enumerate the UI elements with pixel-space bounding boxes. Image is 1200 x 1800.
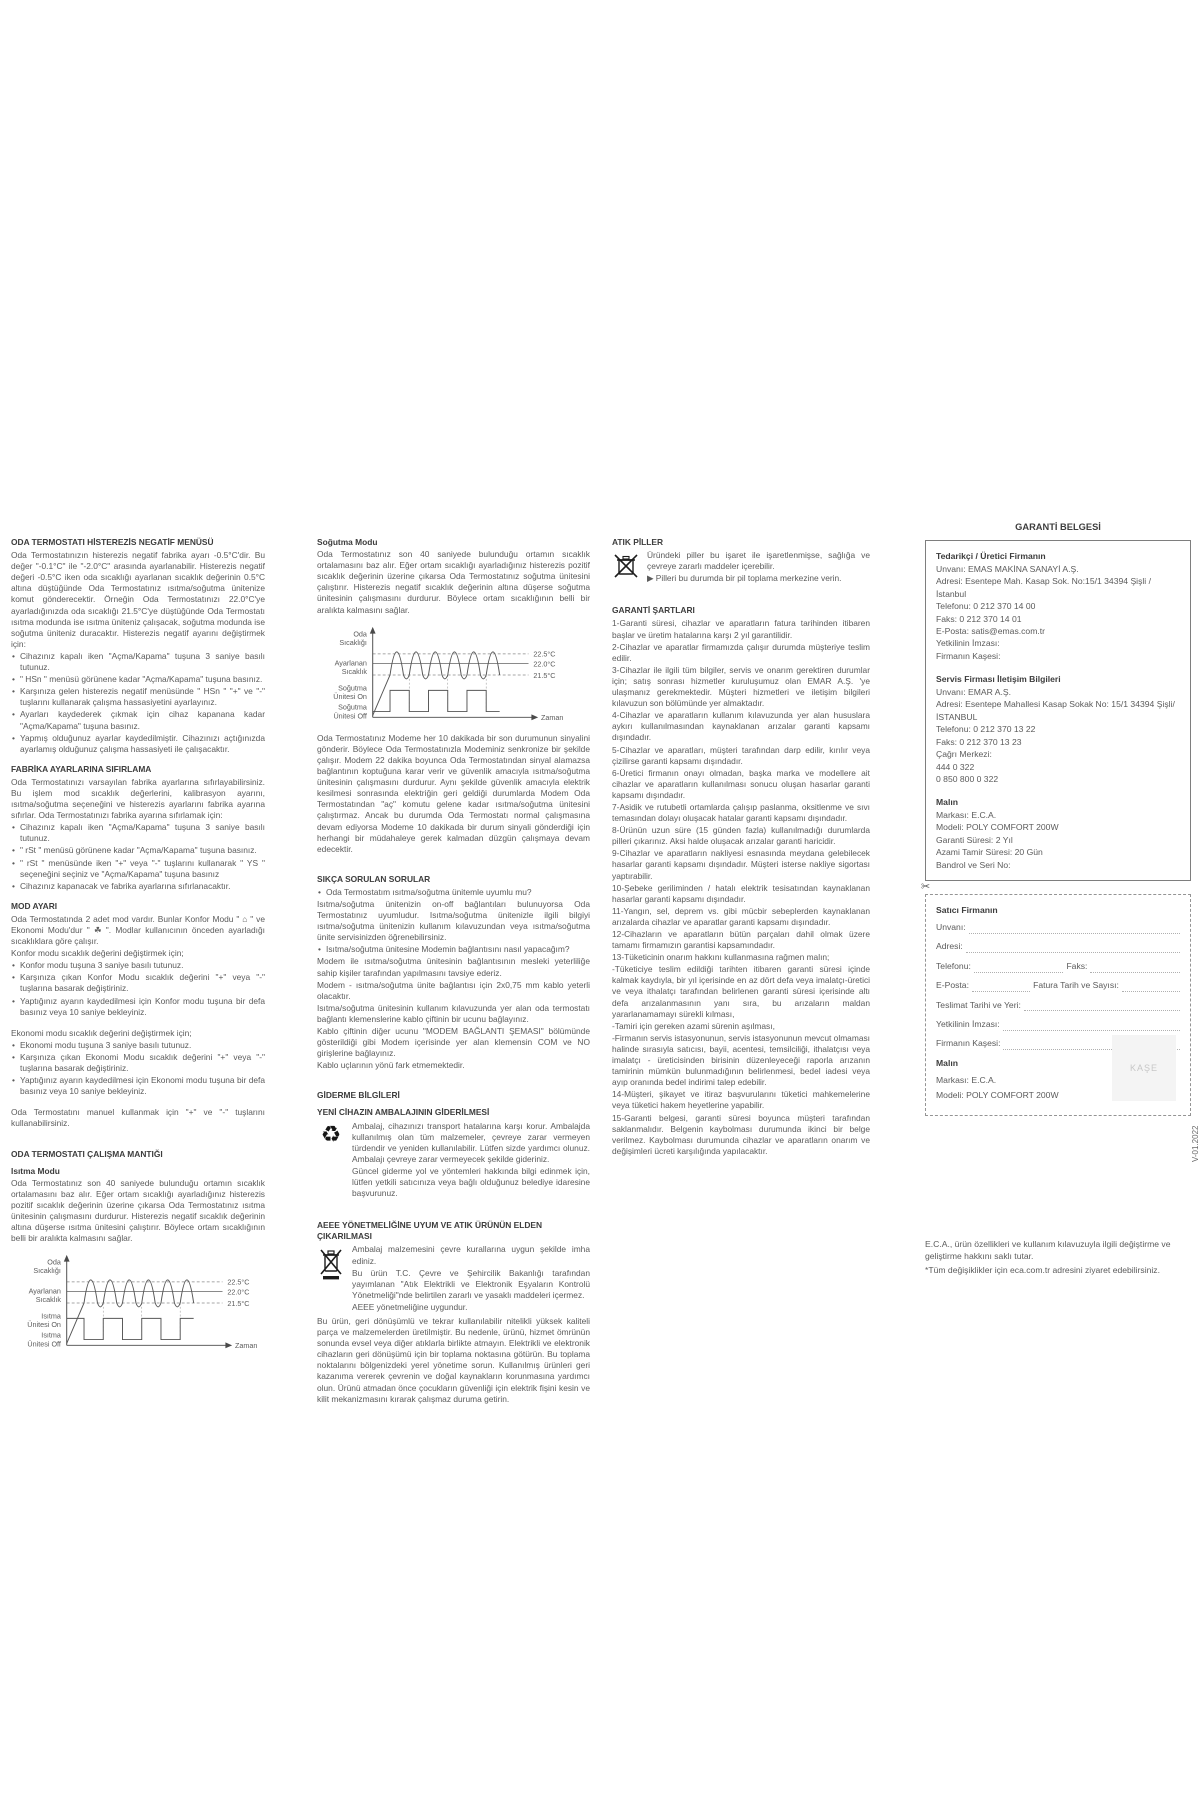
- diagram-temp-label: 22.0°C: [533, 658, 556, 668]
- section-heading: GİDERME BİLGİLERİ: [317, 1090, 400, 1101]
- bullet-item: • Yaptığınız ayarın kaydedilmesi için Ekonomi modu tuşuna bir defa basınız veya 10 saniye bekleyiniz.: [11, 1075, 265, 1097]
- battery-disposal-icon: [612, 550, 640, 585]
- section-heading: SIKÇA SORULAN SORULAR: [317, 873, 431, 884]
- dealer-heading: Satıcı Firmanın: [936, 905, 998, 916]
- paragraph: 5-Cihazlar ve aparatları, müşteri tarafından darp edilir, kırılır veya çizilirse garanti kapsamı dışındadır.: [612, 744, 870, 766]
- group-heading: Tedarikçi / Üretici Firmanın: [936, 551, 1046, 562]
- footer-line: *Tüm değişiklikler için eca.com.tr adresini ziyaret edebilirsiniz.: [925, 1265, 1160, 1276]
- info-line: Modeli: POLY COMFORT 200W: [936, 1089, 1059, 1100]
- diagram-label: Oda: [353, 629, 367, 639]
- form-row: [936, 940, 1180, 953]
- group-heading: Servis Firması İletişim Bilgileri: [936, 674, 1061, 685]
- form-label: Firmanın Kaşesi:: [936, 1038, 1001, 1049]
- info-line: Bandrol ve Seri No:: [936, 859, 1011, 870]
- diagram-temp-label: 21.5°C: [227, 1299, 250, 1309]
- form-row: [936, 921, 1180, 934]
- info-line: Telefonu: 0 212 370 13 22: [936, 724, 1036, 735]
- bullet-item: • " HSn " menüsü görünene kadar "Açma/Kapama" tuşuna basınız.: [11, 674, 265, 685]
- diagram-label: Isıtma: [41, 1330, 61, 1340]
- paragraph: 12-Cihazların ve aparatların bütün parçaları dahil olmak üzere tamamı firmamızın garantisi kapsamındadır.: [612, 929, 870, 951]
- paragraph: AEEE yönetmeliğine uygundur.: [352, 1301, 468, 1312]
- column-content: [11, 537, 265, 1358]
- diagram-label: Ünitesi On: [333, 691, 367, 701]
- paragraph: Oda Termostatınız Modeme her 10 dakikada bir son durumunun sinyalini gönderir. Böylece Oda Termostatınızla Modeminiz senkronize bir şekilde çalışır. Modem 22 dakika boyunca Oda Termostatından sinyal alamazsa bağlantının koptuğuna karar verir ve güvenlik amacıyla ısıtma/soğutma ünitesinin çalışmasını durdurur. Aynı şekilde güvenlik amacıyla elektrik kesilmesi sonrasında elektriğin geri geldiği durumlarda Modem Oda Termostatından "aç" komutu gelene kadar ısıtma/soğutma ünitesini çalıştırmaz. Ancak bu durumda Oda Termostatı normal çalışmasına devam ediyorsa Modeme 10 dakikada bir durum sinyali gönderdiği için herhangi bir müdahaleye gerek kalmadan düzgün çalışmaya devam edecektir.: [317, 732, 590, 854]
- diagram-temp-label: 21.5°C: [533, 670, 556, 680]
- diagram-label: Sıcaklığı: [33, 1266, 61, 1276]
- form-label: Fatura Tarih ve Sayısı:: [1033, 980, 1119, 991]
- paragraph: 15-Garanti belgesi, garanti süresi boyunca müşteri tarafından saklanmalıdır. Belgenin kaybolması durumunda ikinci bir belge verilmez. Kaybolması durumunda cihazlar ve aparatların onarım ve değişimleri ücreti karşılığında yapılacaktır.: [612, 1112, 870, 1156]
- info-line: Markası: E.C.A.: [936, 809, 997, 820]
- paragraph: 13-Tüketicinin onarım hakkını kullanmasına rağmen malın;: [612, 952, 830, 963]
- paragraph: Modem - ısıtma/soğutma ünite bağlantısı için 2x0,75 mm kablo yeterli olacaktır.: [317, 979, 590, 1001]
- paragraph: Kablo çiftinin diğer ucunu "MODEM BAĞLANTI ŞEMASI" bölümünde gösterildiği gibi Modem içerisinde yer alan klemensin COM ve NO girişlerine bağlayınız.: [317, 1026, 590, 1059]
- paragraph: Ambalaj, cihazınızı transport hatalarına karşı korur. Ambalajda kullanılmış olan tüm malzemeler, çevreye zarar vermeyen türdendir ve yeniden kullanılabilir. Lütfen sizde yardımcı olunuz. Ambalajı çevreye zarar vermeyecek şekilde gideriniz.: [352, 1120, 590, 1164]
- info-line: Modeli: POLY COMFORT 200W: [936, 822, 1059, 833]
- info-line: Adresi: Esentepe Mahallesi Kasap Sokak No: 15/1 34394 Şişli/İSTANBUL: [936, 699, 1175, 722]
- info-line: 0 850 800 0 322: [936, 773, 999, 784]
- supplier-info-group: [936, 550, 1180, 662]
- dotted-leader: [1024, 1002, 1180, 1011]
- spacer: [11, 1019, 265, 1028]
- bullet-item: • Karşınıza gelen histerezis negatif menüsünde " HSn " "+" ve "-" tuşlarını kullanarak çalışma hassasiyetini ayarlayınız.: [11, 686, 265, 708]
- dotted-leader: [972, 983, 1030, 992]
- paragraph: Bu ürün T.C. Çevre ve Şehircilik Bakanlığı tarafından yayımlanan "Atık Elektrikli ve Elektronik Eşyaların Kontrolü Yönetmeliği"nde belirtilen zararlı ve yasaklı maddeleri içermez.: [352, 1267, 590, 1300]
- info-line: Garanti Süresi: 2 Yıl: [936, 834, 1013, 845]
- group-lines: [936, 686, 1180, 786]
- info-line: Markası: E.C.A.: [936, 1074, 997, 1085]
- paragraph: Ekonomi modu sıcaklık değerini değiştirmek için;: [11, 1027, 192, 1038]
- info-line: Unvanı: EMAS MAKİNA SANAYİ A.Ş.: [936, 563, 1079, 574]
- paragraph: Ambalaj malzemesini çevre kurallarına uygun şekilde imha ediniz.: [352, 1244, 590, 1266]
- paragraph: ▶ Pilleri bu durumda bir pil toplama merkezine verin.: [647, 573, 842, 584]
- sub-heading: Soğutma Modu: [317, 537, 378, 547]
- bullet-item: • Isıtma/soğutma ünitesine Modemin bağlantısını nasıl yapacağım?: [317, 944, 590, 955]
- diagram-label: Ayarlanan: [28, 1286, 61, 1296]
- column-warranty-terms: [612, 537, 870, 1158]
- dotted-leader: [1090, 964, 1180, 973]
- section-heading: GARANTİ ŞARTLARI: [612, 605, 695, 616]
- dotted-leader: [966, 944, 1180, 953]
- icon-paragraph: [317, 1121, 590, 1201]
- stamp-placeholder: KAŞE: [1112, 1035, 1176, 1101]
- cooling-diagram-svg: [315, 623, 567, 727]
- product-info-group: [936, 796, 1180, 871]
- paragraph: 11-Yangın, sel, deprem vs. gibi mücbir sebeplerden kaynaklanan arızalarda cihazlar ve aparatlar garanti kapsamı dışındadır.: [612, 905, 870, 927]
- recycle-icon: ♻: [320, 1121, 342, 1148]
- diagram-label: Sıcaklığı: [339, 637, 367, 647]
- section-heading: FABRİKA AYARLARINA SIFIRLAMA: [11, 763, 152, 774]
- paragraph: Oda Termostatınız son 40 saniyede bulunduğu ortamın sıcaklık ortalamasını baz alır. Eğer ortam sıcaklığı ayarladığınız histerezis pozitif sıcaklık değerinin üzerine çıkarsa Oda Termostatınız soğutma ünitesini çalıştırır. Histerezis negatif sıcaklık değerinin altına düşerse soğutma ünitesinin çalışmasını durdurur. Böylece ortam sıcaklığının belli bir aralıkta kalmasını sağlar.: [317, 549, 590, 615]
- form-label: E-Posta:: [936, 980, 969, 991]
- dealer-form-box: [925, 894, 1191, 1116]
- paragraph: Oda Termostatınızı varsayılan fabrika ayarlarına sıfırlayabilirsiniz. Bu işlem mod sıcaklık değerlerini, kalibrasyon ayarını, ısıtma/soğutma seçeneğini ve histerezis ayarlarını fabrika ayarına sıfırlar. Oda Termostatınızı fabrika ayarına sıfırlamak için:: [11, 776, 265, 821]
- paragraph: Güncel giderme yol ve yöntemleri hakkında bilgi edinmek için, lütfen yetkili satıcınıza veya bağlı olduğunuz belediye idaresine başvurunuz.: [352, 1165, 590, 1199]
- info-line: E-Posta: satis@emas.com.tr: [936, 625, 1046, 636]
- bullet-item: • Cihazınız kapalı iken "Açma/Kapama" tuşuna 3 saniye basılı tutunuz.: [11, 651, 265, 673]
- group-lines: [936, 563, 1180, 663]
- bullet-item: • Cihazınız kapalı iken "Açma/Kapama" tuşuna 3 saniye basılı tutunuz.: [11, 822, 265, 844]
- spacer: [11, 1098, 265, 1107]
- form-row: [936, 960, 1180, 973]
- warranty-certificate-title: GARANTİ BELGESİ: [1015, 522, 1101, 532]
- diagram-label: Sıcaklık: [35, 1295, 61, 1305]
- form-row: [936, 979, 1180, 992]
- dotted-leader: [1122, 983, 1180, 992]
- diagram-temp-label: 22.0°C: [227, 1287, 250, 1297]
- paragraph: Isıtma/soğutma ünitenizin on-off bağlantıları bulunuyorsa Oda Termostatınız uyumludur. Isıtma/soğutma ünitenizle ilgili bilgiyi ısıtma/soğutma ünitenizin kullanım kılavuzundan veya ısıtma/soğutma ünite servisinizden öğrenebilirsiniz.: [317, 898, 590, 943]
- spacer: [317, 1072, 590, 1081]
- spacer: [612, 587, 870, 596]
- paragraph: 4-Cihazlar ve aparatların kullanım kılavuzunda yer alan hususlara aykırı kullanılmasından kaynaklanan arızalar garanti kapsamı dışındadır.: [612, 710, 870, 743]
- spacer: [317, 1202, 590, 1211]
- paragraph: Oda Termostatını manuel kullanmak için "+" ve "-" tuşlarını kullanabilirsiniz.: [11, 1107, 265, 1129]
- bullet-item: • Karşınıza çıkan Konfor Modu sıcaklık değerini "+" veya "-" tuşlarına basarak değiştiriniz.: [11, 972, 265, 994]
- spacer: [317, 856, 590, 865]
- paragraph: -Tamiri için gereken azami sürenin aşılması,: [612, 1020, 775, 1031]
- diagram-x-axis-label: Zaman: [541, 712, 564, 722]
- heating-mode-diagram: [9, 1251, 265, 1358]
- bullet-item: • Karşınıza çıkan Ekonomi Modu sıcaklık değerini "+" veya "-" tuşlarına basarak değiştiriniz.: [11, 1052, 265, 1074]
- paragraph: Kablo uçlarının yönü fark etmemektedir.: [317, 1060, 465, 1071]
- form-label: Teslimat Tarihi ve Yeri:: [936, 999, 1021, 1010]
- paragraph: 3-Cihazlar ile ilgili tüm bilgiler, servis ve onarım gerektiren durumlar için; satış sonrası hizmetler kuruluşumuz olan EMAR A.Ş. 'ye ulaşmanız gerekmektedir. Müşteri hizmetleri ve iletişim bilgileri kılavuzun son bölümünde yer almaktadır.: [612, 664, 870, 709]
- diagram-label: Isıtma: [41, 1311, 61, 1321]
- diagram-label: Oda: [47, 1257, 61, 1267]
- sub-heading: YENİ CİHAZIN AMBALAJININ GİDERİLMESİ: [317, 1107, 490, 1118]
- diagram-temp-label: 22.5°C: [227, 1277, 250, 1287]
- section-heading: ODA TERMOSTATI ÇALIŞMA MANTIĞI: [11, 1148, 163, 1159]
- warranty-certificate-box: [925, 540, 1191, 881]
- info-line: Unvanı: EMAR A.Ş.: [936, 686, 1011, 697]
- column-thermostat-settings: [11, 537, 265, 1361]
- info-line: Faks: 0 212 370 13 23: [936, 736, 1022, 747]
- paragraph: 7-Asidik ve rutubetli ortamlarda çalışıp paslanma, oksitlenme ve sıvı temasından dolayı oluşacak hatalar garanti kapsamı dışındadır.: [612, 801, 870, 824]
- form-label: Telefonu:: [936, 960, 971, 971]
- column-cooling-faq-disposal: [317, 537, 590, 1406]
- info-line: 444 0 322: [936, 761, 975, 772]
- info-line: Faks: 0 212 370 14 01: [936, 613, 1022, 624]
- column-warranty-certificate: [921, 521, 1191, 1116]
- bullet-item: • Cihazınız kapanacak ve fabrika ayarlarına sıfırlanacaktır.: [11, 881, 265, 892]
- bullet-item: • Yapmış olduğunuz ayarlar kaydedilmiştir. Cihazınızı açtığınızda ayarlamış olduğunuz çalışma hassasiyeti ile çalışacaktır.: [11, 733, 265, 755]
- paragraph: Oda Termostatında 2 adet mod vardır. Bunlar Konfor Modu " ⌂ " ve Ekonomi Modu'dur " ☘ ". Modlar kullanıcının önceden ayarladığı sıcaklıklara göre çalışır.: [11, 913, 265, 947]
- section-heading: AEEE YÖNETMELİĞİNE UYUM VE ATIK ÜRÜNÜN ELDEN ÇIKARILMASI: [317, 1220, 543, 1242]
- info-line: Firmanın Kaşesi:: [936, 650, 1001, 661]
- version-label: V-01.2022: [1191, 1125, 1200, 1162]
- info-line: Azami Tamir Süresi: 20 Gün: [936, 847, 1043, 858]
- info-line: Adresi: Esentepe Mah. Kasap Sok. No:15/1 34394 Şişli / İstanbul: [936, 576, 1151, 599]
- paragraph: Modem ile ısıtma/soğutma ünitesinin bağlantısının mesleki yeterliliğe sahip kişiler tarafından yapılmasını tavsiye ederiz.: [317, 956, 590, 978]
- paragraph: -Firmanın servis istasyonunun, servis istasyonunun mevcut olmaması halinde sırasıyla satıcısı, bayii, acentesi, temsilciliği, ithalatçısı veya imalatçı - üreticisinden birisinin düzenleyeceği raporla arızanın tamirinin mümkün bulunmadığının belirlenmesi, bedel iadesi veya ayıp oranında bedel indirimi talep edebilir.: [612, 1032, 870, 1088]
- footer-line: E.C.A., ürün özellikleri ve kullanım kılavuzuyla ilgili değiştirme ve geliştirme hakkını saklı tutar.: [925, 1239, 1171, 1262]
- paragraph: 9-Cihazlar ve aparatların nakliyesi esnasında meydana gelebilecek hasarlar garanti kapsamı dışındadır. Müşteri isterse nakliye sigortası yaptırabilir.: [612, 848, 870, 881]
- icon-paragraph: [612, 550, 870, 585]
- bullet-item: • " rSt " menüsü görünene kadar "Açma/Kapama" tuşuna basınız.: [11, 845, 265, 856]
- diagram-label: Soğutma: [338, 683, 367, 693]
- dotted-leader: [969, 925, 1180, 934]
- paragraph: 6-Üretici firmanın onayı olmadan, başka marka ve modellere ait cihazlar ve aparatların kullanılması sonucu oluşan hasarlar garanti kapsamı dışındadır.: [612, 767, 870, 800]
- dealer-form-rows: [936, 921, 1180, 1050]
- diagram-label: Ünitesi Off: [333, 710, 367, 720]
- diagram-x-axis-label: Zaman: [235, 1341, 258, 1351]
- group-lines: [936, 809, 1180, 871]
- diagram-label: Ünitesi On: [27, 1320, 61, 1330]
- bullet-item: • Yaptığınız ayarın kaydedilmesi için Konfor modu tuşuna bir defa basınız veya 10 saniye bekleyiniz.: [11, 996, 265, 1018]
- paragraph: Oda Termostatınızın histerezis negatif fabrika ayarı -0.5°C'dir. Bu değer "-0.1°C" ile "-2.0°C" arasında ayarlanabilir. Histerezis negatif değeri -0.5°C iken oda sıcaklığı ayarlanan sıcaklık değerinin 0.5°C altına düştüğünde Oda Termostatınız ısıtma/soğutma ünitenize komut gönderecektir. Örneğin Oda Termostatınızı 22.0°C'ye ayarladığınızda oda sıcaklığı 21.5°C'ye düştüğünde Oda Termostatı ısıtma modunda ise ısıtma üniteniz çalışacak, soğutma modunda ise soğutma üniteniz duracaktır. Histerezis negatif ayarını değiştirmek için:: [11, 550, 265, 649]
- diagram-label: Soğutma: [338, 702, 367, 712]
- icon-paragraph: [317, 1244, 590, 1314]
- info-line: Yetkilinin İmzası:: [936, 638, 1000, 649]
- group-heading: Malın: [936, 797, 958, 808]
- paragraph: Üründeki piller bu işaret ile işaretlenmişse, sağlığa ve çevreye zararlı maddeler içerebilir.: [647, 550, 870, 572]
- section-heading: ODA TERMOSTATI HİSTEREZİS NEGATİF MENÜSÜ: [11, 537, 214, 547]
- dotted-leader: [1003, 1022, 1180, 1031]
- paragraph: -Tüketiciye teslim edildiği tarihten itibaren garanti süresi içinde kalmak kaydıyla, bir yıl içerisinde en az dört defa veya imalatçı-üretici ve veya ithalatçı tarafından belirlenen garanti süresi içerisinde altı defa arızalanmasının yanı sıra, bu arızaların maldan yararlanamamayı sürekli kılması,: [612, 964, 870, 1019]
- sub-heading: Isıtma Modu: [11, 1165, 60, 1176]
- form-label: Yetkilinin İmzası:: [936, 1018, 1000, 1029]
- dotted-leader: [974, 964, 1064, 973]
- paragraph: 8-Ürünün uzun süre (15 günden fazla) kullanılmadığı durumlarda pilleri çıkarınız. Aksi halde oluşacak arızalar garanti haricidir.: [612, 825, 870, 847]
- bullet-item: • Konfor modu tuşuna 3 saniye basılı tutunuz.: [11, 960, 265, 971]
- info-line: Çağrı Merkezi:: [936, 749, 992, 760]
- form-row: [936, 1018, 1180, 1031]
- heating-diagram-svg: [9, 1251, 261, 1355]
- cooling-mode-diagram: [315, 623, 590, 730]
- form-row: [936, 999, 1180, 1012]
- diagram-label: Ünitesi Off: [27, 1339, 61, 1349]
- paragraph: 10-Şebeke geriliminden / hatalı elektrik tesisatından kaynaklanan hasarlar garanti kapsamı dışındadır.: [612, 882, 870, 904]
- footer-note: [925, 1238, 1193, 1276]
- form-label: Adresi:: [936, 941, 963, 952]
- service-info-group: [936, 673, 1180, 785]
- bullet-item: • Oda Termostatım ısıtma/soğutma ünitemle uyumlu mu?: [317, 887, 590, 898]
- bullet-item: • Ayarları kaydederek çıkmak için cihaz kapanana kadar "Açma/Kapama" tuşuna basınız.: [11, 709, 265, 731]
- diagram-label: Sıcaklık: [341, 666, 367, 676]
- paragraph: 14-Müşteri, şikayet ve itiraz başvurularını tüketici mahkemelerine veya tüketici hakem heyetlerine yapabilir.: [612, 1089, 870, 1111]
- cut-line: [921, 880, 1191, 894]
- section-heading: ATIK PİLLER: [612, 537, 664, 547]
- paragraph: 2-Cihazlar ve aparatlar firmamızda çalışır durumda müşteriye teslim edilir.: [612, 641, 870, 663]
- paragraph: Bu ürün, geri dönüşümlü ve tekrar kullanılabilir nitelikli yüksek kaliteli parça ve malzemelerden üretilmiştir. Bu nedenle, ürünü, hizmet ömrünün sonunda evsel veya diğer atıklarla birlikte atmayın. Elektrikli ve elektronik cihazların geri dönüşümü için bir toplama noktasına götürün. Bu toplama noktalarını bölgenizdeki yerel yönetime sorun. Kullanılmış ürünleri geri kazanıma vererek çevrenin ve doğal kaynakların korunmasına yardımcı olun. Ürünü atmadan önce çocukların güvenliği için elektrik fişini kesin ve kilit mekanizmasını kırarak çalışmaz duruma getirin.: [317, 1315, 590, 1404]
- paragraph: Konfor modu sıcaklık değerini değiştirmek için;: [11, 948, 184, 959]
- diagram-label: Ayarlanan: [334, 658, 367, 668]
- paragraph: 1-Garanti süresi, cihazlar ve aparatların fatura tarihinden itibaren başlar ve üretim hatalarına karşı 2 yıl garantilidir.: [612, 618, 870, 640]
- paragraph: Isıtma/soğutma ünitesinin kullanım kılavuzunda yer alan oda termostatı bağlantı klemenslerine kablo çiftinin bir ucunu bağlayınız.: [317, 1002, 590, 1024]
- dealer-product-heading: Malın: [936, 1057, 958, 1068]
- diagram-temp-label: 22.5°C: [533, 649, 556, 659]
- info-line: Telefonu: 0 212 370 14 00: [936, 601, 1036, 612]
- bullet-item: • Ekonomi modu tuşuna 3 saniye basılı tutunuz.: [11, 1040, 265, 1051]
- scissors-icon: ✂: [921, 880, 931, 894]
- spacer: [11, 1131, 265, 1140]
- form-label: Unvanı:: [936, 922, 966, 933]
- paragraph: Oda Termostatınız son 40 saniyede bulunduğu ortamın sıcaklık ortalamasını baz alır. Eğer ortam sıcaklığı ayarladığınız histerezis pozitif sıcaklık değerinin üzerine çıkarsa Oda Termostatınız ısıtma ünitesinin çalışmasını durdurur. Histerezis negatif sıcaklık değerinin altına düşerse ısıtma ünitesini çalıştırır. Böylece ortam sıcaklığının belli bir aralıkta kalmasını sağlar.: [11, 1177, 265, 1244]
- form-label: Faks:: [1066, 960, 1088, 971]
- column-content: [612, 537, 870, 1157]
- weee-crossed-bin-icon: [317, 1244, 345, 1314]
- section-heading: MOD AYARI: [11, 900, 58, 911]
- column-content: [317, 537, 590, 1405]
- bullet-item: • " rSt " menüsünde iken "+" veya "-" tuşlarını kullanarak " YS " seçeneğini seçiniz ve "Açma/Kapama" tuşuna basınız: [11, 858, 265, 880]
